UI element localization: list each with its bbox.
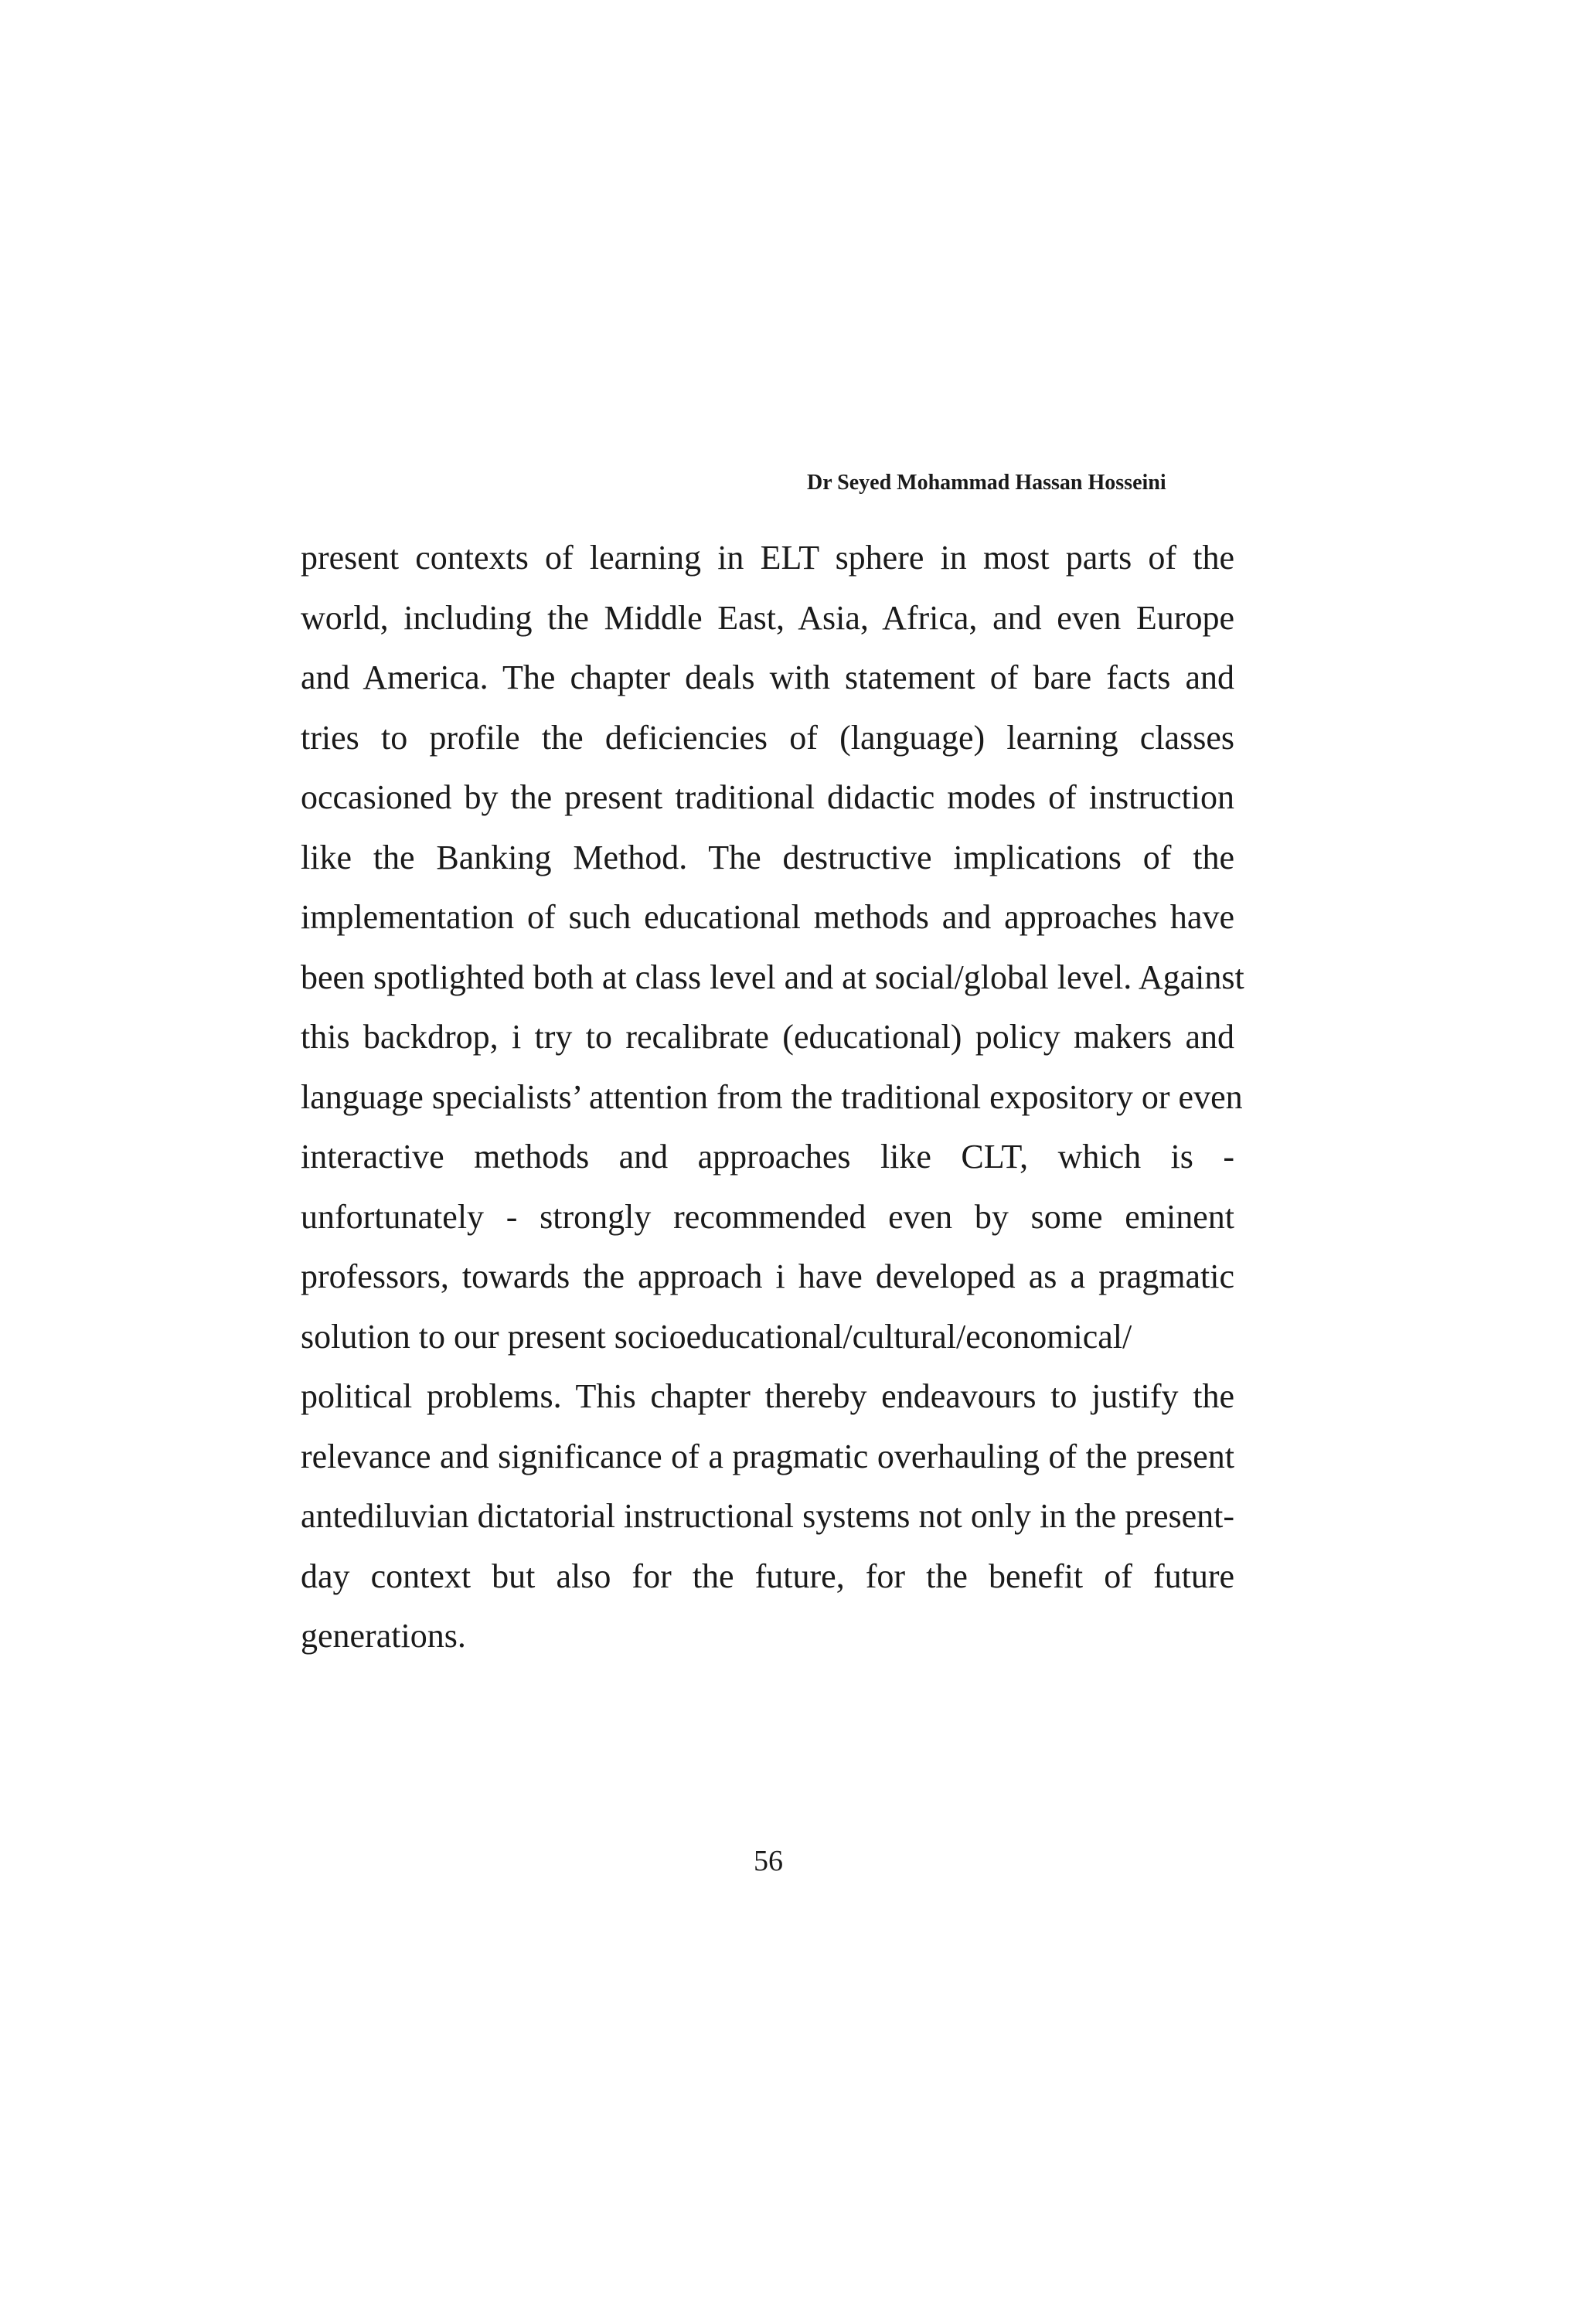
text-line: interactive methods and approaches like CLT, which is -	[301, 1138, 1234, 1176]
text-line: world, including the Middle East, Asia, Africa, and even Europe	[301, 598, 1234, 637]
text-line: day context but also for the future, for the benefit of future	[301, 1557, 1234, 1595]
text-line: been spotlighted both at class level and at social/global level. Against	[301, 958, 1244, 996]
text-line: political problems. This chapter thereby endeavours to justify the	[301, 1377, 1234, 1415]
text-line: and America. The chapter deals with statement of bare facts and	[301, 658, 1234, 696]
page-number: 56	[754, 1845, 783, 1877]
text-line: like the Banking Method. The destructive implications of the	[301, 838, 1234, 876]
text-line: antediluvian dictatorial instructional systems not only in the present-	[301, 1497, 1234, 1535]
running-header-author: Dr Seyed Mohammad Hassan Hosseini	[807, 471, 1166, 495]
text-line: generations.	[301, 1617, 466, 1655]
body-paragraph	[301, 533, 1244, 1671]
text-line: occasioned by the present traditional didactic modes of instruction	[301, 778, 1234, 816]
text-line: solution to our present socioeducational/cultural/economical/	[301, 1317, 1132, 1356]
text-line: this backdrop, i try to recalibrate (educational) policy makers and	[301, 1018, 1234, 1056]
text-line: language specialists’ attention from the traditional expository or even	[301, 1077, 1243, 1116]
text-line: present contexts of learning in ELT sphere in most parts of the	[301, 539, 1234, 577]
text-line: professors, towards the approach i have developed as a pragmatic	[301, 1257, 1234, 1295]
text-line: implementation of such educational methods and approaches have	[301, 898, 1234, 936]
text-line: relevance and significance of a pragmatic overhauling of the present	[301, 1437, 1234, 1475]
text-line: tries to profile the deficiencies of (language) learning classes	[301, 718, 1234, 757]
text-line: unfortunately - strongly recommended even by some eminent	[301, 1197, 1234, 1236]
